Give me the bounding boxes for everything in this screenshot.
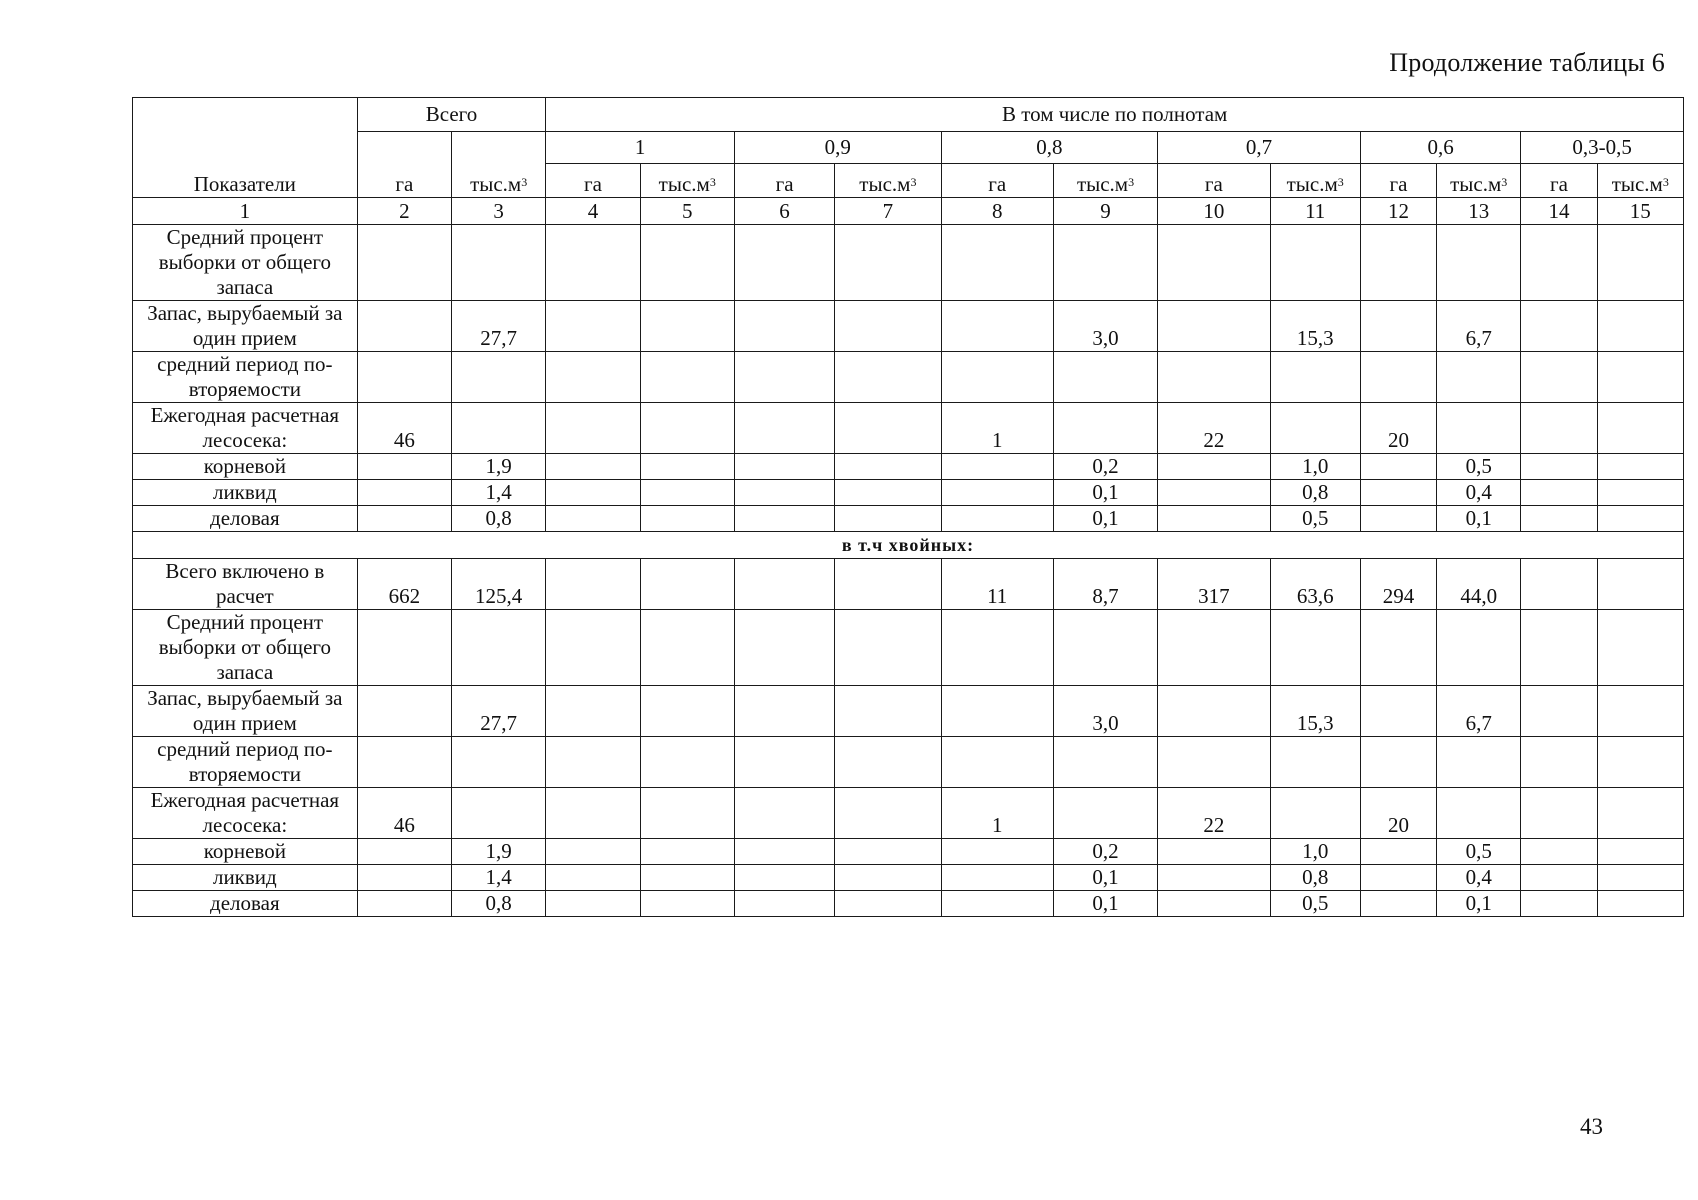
table-cell: 1,9 <box>452 839 546 865</box>
header-by-density: В том числе по полнотам <box>546 98 1684 132</box>
table-cell <box>1270 225 1360 301</box>
table-cell <box>835 480 941 506</box>
table-row <box>133 454 1684 480</box>
table-cell <box>1360 839 1436 865</box>
table-cell <box>1158 301 1270 352</box>
row-label: ликвид <box>133 480 358 506</box>
table-cell <box>1597 403 1683 454</box>
table-cell <box>357 865 451 891</box>
table-cell <box>640 225 734 301</box>
table-cell <box>734 454 834 480</box>
column-number: 10 <box>1158 198 1270 225</box>
table-cell <box>1053 403 1157 454</box>
table-cell <box>1158 891 1270 917</box>
table-cell <box>640 454 734 480</box>
table-cell: 0,1 <box>1437 506 1521 532</box>
column-number: 4 <box>546 198 640 225</box>
table-cell <box>1158 686 1270 737</box>
table-cell <box>546 480 640 506</box>
table-cell: 6,7 <box>1437 301 1521 352</box>
table-cell <box>1053 225 1157 301</box>
table-cell <box>357 506 451 532</box>
row-label: деловая <box>133 506 358 532</box>
row-label: Запас, вырубаемый за один прием <box>133 301 358 352</box>
row-label: Всего включено в расчет <box>133 559 358 610</box>
column-number: 6 <box>734 198 834 225</box>
table-cell <box>1437 352 1521 403</box>
header-density: 0,7 <box>1158 132 1361 164</box>
table-cell <box>734 891 834 917</box>
table-cell <box>941 891 1053 917</box>
table-row <box>133 352 1684 403</box>
table-cell: 8,7 <box>1053 559 1157 610</box>
table-row <box>133 891 1684 917</box>
section-label: в т.ч хвойных: <box>133 532 1684 559</box>
table-cell <box>1597 839 1683 865</box>
table-cell <box>941 301 1053 352</box>
table-cell <box>546 737 640 788</box>
column-number: 12 <box>1360 198 1436 225</box>
table-cell: 3,0 <box>1053 686 1157 737</box>
table-cell: 22 <box>1158 403 1270 454</box>
table-cell <box>941 454 1053 480</box>
table-cell: 11 <box>941 559 1053 610</box>
table-cell <box>640 788 734 839</box>
table-cell <box>546 352 640 403</box>
table-cell: 0,1 <box>1053 865 1157 891</box>
table-cell <box>835 506 941 532</box>
table-cell <box>1597 686 1683 737</box>
table-cell <box>640 480 734 506</box>
table-cell <box>1521 301 1597 352</box>
table-cell <box>835 610 941 686</box>
table-cell <box>357 301 451 352</box>
table-cell: 0,8 <box>1270 865 1360 891</box>
table-row <box>133 839 1684 865</box>
table-cell <box>640 610 734 686</box>
row-label: Ежегодная расчетная лесосека: <box>133 403 358 454</box>
table-cell <box>941 839 1053 865</box>
table-cell <box>546 610 640 686</box>
header-indicators: Показатели <box>133 98 358 198</box>
table-cell: 0,8 <box>1270 480 1360 506</box>
table-cell <box>941 506 1053 532</box>
table-cell <box>546 686 640 737</box>
table-cell: 0,8 <box>452 506 546 532</box>
table-cell <box>835 225 941 301</box>
table-cell <box>546 301 640 352</box>
table-row <box>133 737 1684 788</box>
column-number: 11 <box>1270 198 1360 225</box>
table-cell: 0,1 <box>1053 506 1157 532</box>
table-cell <box>357 686 451 737</box>
table-cell <box>941 610 1053 686</box>
table-cell <box>1053 610 1157 686</box>
table-cell: 46 <box>357 403 451 454</box>
table-cell <box>640 839 734 865</box>
row-label: Ежегодная расчетная лесосека: <box>133 788 358 839</box>
table-cell <box>734 225 834 301</box>
header-total-ha: га <box>357 132 451 198</box>
table-cell <box>1597 559 1683 610</box>
row-label: средний период по-вторяемости <box>133 352 358 403</box>
table-cell <box>1521 352 1597 403</box>
column-number: 3 <box>452 198 546 225</box>
table-row <box>133 403 1684 454</box>
table-cell <box>640 865 734 891</box>
column-number: 13 <box>1437 198 1521 225</box>
table-cell: 44,0 <box>1437 559 1521 610</box>
table-cell <box>1597 865 1683 891</box>
table-row <box>133 301 1684 352</box>
row-label: средний период по-вторяемости <box>133 737 358 788</box>
table-cell: 15,3 <box>1270 686 1360 737</box>
table-caption: Продолжение таблицы 6 <box>1389 48 1665 77</box>
table-cell <box>1270 788 1360 839</box>
header-density: 0,8 <box>941 132 1158 164</box>
table-cell <box>1521 480 1597 506</box>
table-cell <box>835 788 941 839</box>
header-density: 1 <box>546 132 735 164</box>
table-cell <box>357 352 451 403</box>
table-cell: 125,4 <box>452 559 546 610</box>
header-unit-vol: $тыс.м^3$ <box>1597 164 1683 198</box>
table-cell: 27,7 <box>452 686 546 737</box>
table-cell <box>941 480 1053 506</box>
table-cell <box>1521 865 1597 891</box>
column-number: 8 <box>941 198 1053 225</box>
table-cell <box>452 788 546 839</box>
table-cell: 1,0 <box>1270 454 1360 480</box>
table-cell <box>1437 737 1521 788</box>
table-cell <box>1521 737 1597 788</box>
row-label: ликвид <box>133 865 358 891</box>
table-cell <box>941 225 1053 301</box>
table-cell: 27,7 <box>452 301 546 352</box>
table-cell: 1,0 <box>1270 839 1360 865</box>
table-cell <box>640 352 734 403</box>
header-unit-ha: га <box>1360 164 1436 198</box>
table-cell <box>734 788 834 839</box>
table-cell <box>1437 610 1521 686</box>
table-cell <box>1597 454 1683 480</box>
table-cell <box>1521 891 1597 917</box>
table-cell <box>1360 352 1436 403</box>
table-row <box>133 506 1684 532</box>
table-cell <box>546 559 640 610</box>
table-cell <box>640 301 734 352</box>
table-row <box>133 480 1684 506</box>
row-label: корневой <box>133 454 358 480</box>
row-label: Средний процент выборки от общего запаса <box>133 225 358 301</box>
table-cell <box>835 839 941 865</box>
table-cell <box>1360 737 1436 788</box>
table-cell <box>1521 610 1597 686</box>
table-cell <box>1597 891 1683 917</box>
table-cell: 662 <box>357 559 451 610</box>
table-cell: 317 <box>1158 559 1270 610</box>
table-cell <box>546 403 640 454</box>
table-cell <box>1521 839 1597 865</box>
page-number: 43 <box>1580 1114 1603 1139</box>
table-cell: 294 <box>1360 559 1436 610</box>
table-cell: 0,5 <box>1270 506 1360 532</box>
row-label: корневой <box>133 839 358 865</box>
table-cell <box>734 352 834 403</box>
table-cell <box>546 506 640 532</box>
table-cell <box>1158 865 1270 891</box>
row-label: Средний процент выборки от общего запаса <box>133 610 358 686</box>
table-cell: 1,4 <box>452 865 546 891</box>
header-unit-ha: га <box>1158 164 1270 198</box>
table-cell <box>1597 480 1683 506</box>
table-cell: 20 <box>1360 788 1436 839</box>
table-cell <box>640 891 734 917</box>
table-cell <box>1521 403 1597 454</box>
table-cell <box>835 891 941 917</box>
table-cell <box>452 225 546 301</box>
table-cell <box>1437 788 1521 839</box>
table-cell <box>1597 352 1683 403</box>
table-cell <box>1360 506 1436 532</box>
table-cell: 22 <box>1158 788 1270 839</box>
table-cell <box>1521 559 1597 610</box>
table-cell <box>734 737 834 788</box>
table-cell <box>1158 480 1270 506</box>
header-unit-vol: $тыс.м^3$ <box>835 164 941 198</box>
table-cell: 0,1 <box>1053 480 1157 506</box>
table-cell <box>1597 225 1683 301</box>
table-cell <box>1360 454 1436 480</box>
table-cell <box>734 506 834 532</box>
forest-table <box>132 97 1684 917</box>
table-cell <box>734 403 834 454</box>
table-cell <box>640 686 734 737</box>
table-cell <box>1521 225 1597 301</box>
table-cell <box>1270 352 1360 403</box>
table-cell <box>835 865 941 891</box>
table-row <box>133 788 1684 839</box>
table-cell <box>452 610 546 686</box>
table-cell: 1 <box>941 403 1053 454</box>
table-cell <box>357 737 451 788</box>
table-cell <box>546 454 640 480</box>
header-unit-vol: $тыс.м^3$ <box>640 164 734 198</box>
table-cell <box>1360 301 1436 352</box>
table-cell <box>1360 610 1436 686</box>
table-cell: 1 <box>941 788 1053 839</box>
header-unit-vol: $тыс.м^3$ <box>1270 164 1360 198</box>
section-row <box>133 532 1684 559</box>
table-cell <box>1158 506 1270 532</box>
header-unit-ha: га <box>734 164 834 198</box>
table-cell: 1,9 <box>452 454 546 480</box>
table-cell: 15,3 <box>1270 301 1360 352</box>
table-cell <box>734 559 834 610</box>
table-cell <box>1521 686 1597 737</box>
header-unit-ha: га <box>546 164 640 198</box>
table-cell <box>1158 610 1270 686</box>
table-cell <box>452 737 546 788</box>
table-cell <box>1053 788 1157 839</box>
table-row <box>133 686 1684 737</box>
table-cell <box>1597 301 1683 352</box>
table-cell: 0,5 <box>1437 839 1521 865</box>
table-cell <box>1053 737 1157 788</box>
table-cell <box>941 865 1053 891</box>
row-label: Запас, вырубаемый за один прием <box>133 686 358 737</box>
table-cell <box>1597 788 1683 839</box>
table-cell: 0,8 <box>452 891 546 917</box>
table-cell <box>357 225 451 301</box>
table-cell: 63,6 <box>1270 559 1360 610</box>
table-cell <box>1360 480 1436 506</box>
header-density: 0,3-0,5 <box>1521 132 1684 164</box>
table-cell <box>734 839 834 865</box>
table-cell <box>357 839 451 865</box>
column-number: 9 <box>1053 198 1157 225</box>
table-cell <box>734 686 834 737</box>
table-cell <box>640 403 734 454</box>
table-cell <box>1158 839 1270 865</box>
table-cell <box>1437 225 1521 301</box>
column-number: 15 <box>1597 198 1683 225</box>
table-cell <box>452 352 546 403</box>
table-cell <box>734 301 834 352</box>
table-row <box>133 225 1684 301</box>
row-label: деловая <box>133 891 358 917</box>
table-cell <box>941 737 1053 788</box>
table-cell <box>1360 865 1436 891</box>
table-cell <box>1360 686 1436 737</box>
header-unit-ha: га <box>1521 164 1597 198</box>
column-number: 1 <box>133 198 358 225</box>
table-cell <box>1158 454 1270 480</box>
table-cell <box>835 559 941 610</box>
header-density: 0,6 <box>1360 132 1521 164</box>
table-cell <box>1521 454 1597 480</box>
table-cell: 0,2 <box>1053 839 1157 865</box>
table-cell <box>546 891 640 917</box>
column-number: 14 <box>1521 198 1597 225</box>
table-cell <box>452 403 546 454</box>
table-cell <box>835 454 941 480</box>
table-cell <box>640 506 734 532</box>
table-cell <box>357 480 451 506</box>
table-cell <box>546 225 640 301</box>
header-total-vol: $тыс.м^3$ <box>452 132 546 198</box>
table-cell <box>1521 788 1597 839</box>
header-unit-vol: $тыс.м^3$ <box>1053 164 1157 198</box>
table-cell: 20 <box>1360 403 1436 454</box>
column-number: 5 <box>640 198 734 225</box>
table-cell <box>835 403 941 454</box>
table-cell <box>1270 737 1360 788</box>
table-row <box>133 610 1684 686</box>
table-cell <box>734 865 834 891</box>
table-row <box>133 559 1684 610</box>
table-cell <box>941 686 1053 737</box>
table-cell <box>357 454 451 480</box>
table-cell: 1,4 <box>452 480 546 506</box>
table-cell <box>835 301 941 352</box>
table-cell: 0,1 <box>1437 891 1521 917</box>
table-cell: 0,1 <box>1053 891 1157 917</box>
table-cell: 0,4 <box>1437 480 1521 506</box>
table-cell <box>941 352 1053 403</box>
table-cell <box>1360 225 1436 301</box>
table-cell <box>640 737 734 788</box>
table-cell <box>546 865 640 891</box>
table-cell <box>734 480 834 506</box>
table-cell <box>357 891 451 917</box>
column-number: 2 <box>357 198 451 225</box>
column-number: 7 <box>835 198 941 225</box>
table-cell <box>1053 352 1157 403</box>
table-cell <box>1360 891 1436 917</box>
table-cell: 3,0 <box>1053 301 1157 352</box>
table-cell: 0,5 <box>1437 454 1521 480</box>
table-row <box>133 865 1684 891</box>
table-cell <box>1597 610 1683 686</box>
table-cell: 46 <box>357 788 451 839</box>
header-unit-ha: га <box>941 164 1053 198</box>
table-cell <box>1270 610 1360 686</box>
table-cell: 6,7 <box>1437 686 1521 737</box>
table-cell <box>1158 352 1270 403</box>
table-cell: 0,2 <box>1053 454 1157 480</box>
header-total: Всего <box>357 98 546 132</box>
table-cell <box>1521 506 1597 532</box>
table-cell <box>1597 737 1683 788</box>
table-cell <box>640 559 734 610</box>
table-cell <box>1597 506 1683 532</box>
table-cell <box>546 788 640 839</box>
header-density: 0,9 <box>734 132 941 164</box>
table-cell: 0,4 <box>1437 865 1521 891</box>
table-cell <box>1270 403 1360 454</box>
table-cell <box>835 686 941 737</box>
table-cell <box>1158 225 1270 301</box>
header-unit-vol: $тыс.м^3$ <box>1437 164 1521 198</box>
table-cell <box>734 610 834 686</box>
table-cell <box>546 839 640 865</box>
table-cell <box>835 737 941 788</box>
table-cell <box>357 610 451 686</box>
table-cell <box>1158 737 1270 788</box>
table-cell <box>835 352 941 403</box>
table-cell <box>1437 403 1521 454</box>
table-cell: 0,5 <box>1270 891 1360 917</box>
